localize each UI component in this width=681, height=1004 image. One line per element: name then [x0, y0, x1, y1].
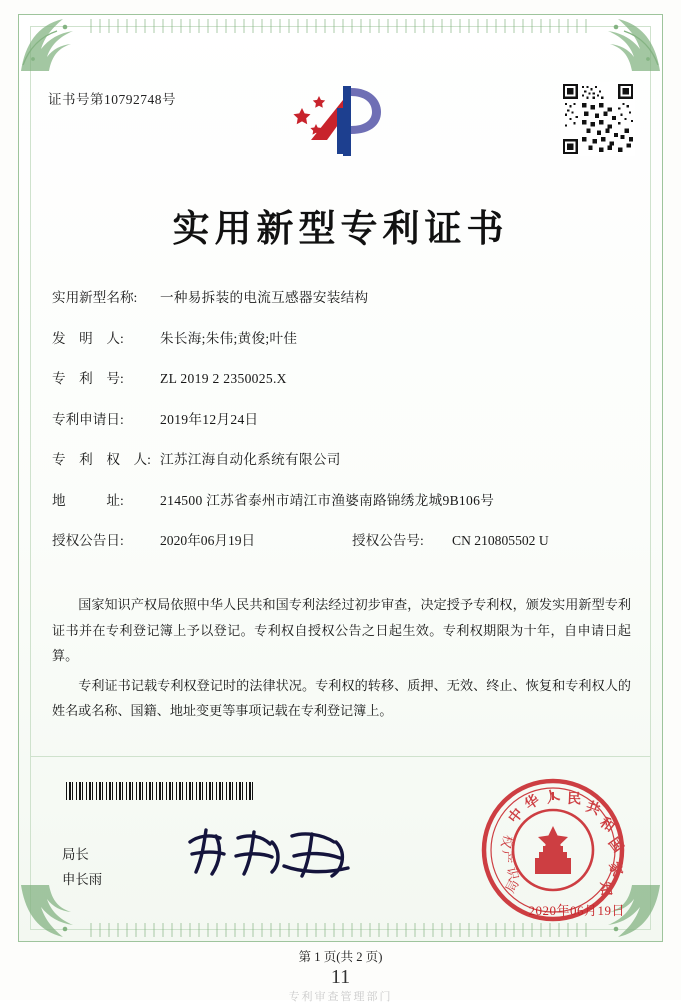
field-value: 214500 江苏省泰州市靖江市渔婆南路锦绣龙城9B106号 — [160, 492, 495, 508]
field-value: 朱长海;朱伟;黄俊;叶佳 — [160, 330, 298, 346]
ghost-watermark-text: 专利审查管理部门 — [288, 991, 393, 1003]
svg-text:中: 中 — [505, 805, 527, 827]
field-value-grant-date: 2020年06月19日 — [160, 533, 256, 548]
field-label: 专利申请日: — [52, 411, 124, 427]
director-label: 局长 — [62, 847, 89, 862]
paragraph-1: 国家知识产权局依照中华人民共和国专利法经过初步审查，决定授予专利权，颁发实用新型专利证书并在专利登记簿上予以登记。专利权自授权公告之日起生效。专利权期限为十年，自申请日起算。 — [52, 597, 631, 664]
field-label: 专 利 号: — [52, 371, 124, 386]
cnipa-logo-icon — [285, 78, 397, 164]
border-ornament-top — [90, 19, 591, 33]
field-row-grant — [52, 529, 633, 549]
svg-text:和: 和 — [596, 814, 618, 836]
field-label: 地 址: — [52, 492, 124, 508]
director-name: 申长雨 — [62, 871, 103, 887]
border-ornament-bottom — [90, 923, 591, 937]
barcode — [66, 782, 256, 800]
corner-ornament-icon — [19, 15, 85, 73]
svg-text:识: 识 — [503, 865, 521, 882]
field-label: 专 利 权 人: — [52, 452, 151, 467]
seal-date: 2020年06月19日 — [528, 903, 625, 918]
svg-text:知: 知 — [597, 881, 614, 897]
handwritten-signature — [176, 822, 362, 884]
field-value: ZL 2019 2 2350025.X — [160, 371, 287, 386]
field-row-address — [52, 489, 633, 509]
svg-text:民: 民 — [566, 791, 582, 808]
field-value: 2019年12月24日 — [160, 411, 259, 427]
field-row-inventor — [52, 327, 633, 347]
field-value: 一种易拆装的电流互感器安装结构 — [160, 290, 369, 305]
field-row-name — [52, 286, 633, 306]
field-value-grant-number: CN 210805502 U — [452, 533, 549, 548]
field-label-grant-number: 授权公告号: — [352, 533, 424, 548]
field-row-patentee — [52, 448, 633, 468]
paragraph-2: 专利证书记载专利权登记时的法律状况。专利权的转移、质押、无效、终止、恢复和专利权人的姓名或名称、国籍、地址变更等事项记载在专利登记簿上。 — [52, 677, 631, 719]
field-list — [52, 286, 633, 549]
field-value: 江苏江海自动化系统有限公司 — [160, 452, 341, 467]
svg-text:家: 家 — [605, 859, 626, 879]
page-number: 第 1 页(共 2 页) — [298, 950, 383, 964]
field-label: 发 明 人: — [52, 330, 124, 346]
field-row-patent-number — [52, 367, 633, 387]
svg-text:权: 权 — [497, 832, 516, 850]
certificate-number: 证书号第10792748号 — [48, 92, 176, 107]
svg-text:产: 产 — [498, 849, 514, 864]
director-block — [62, 843, 102, 893]
field-label-grant-date: 授权公告日: — [52, 533, 124, 548]
page-title: 实用新型专利证书 — [172, 206, 509, 250]
section-divider — [31, 756, 650, 757]
svg-text:局: 局 — [503, 877, 523, 896]
folio-number: 11 — [330, 966, 351, 988]
svg-text:人: 人 — [543, 787, 562, 807]
field-row-application-date — [52, 408, 633, 428]
qr-code-icon — [561, 82, 635, 156]
corner-ornament-icon — [596, 15, 662, 73]
svg-text:共: 共 — [583, 798, 603, 819]
svg-text:华: 华 — [521, 792, 543, 814]
field-label: 实用新型名称: — [52, 290, 138, 305]
svg-text:国: 国 — [604, 834, 626, 856]
legal-text — [52, 592, 631, 728]
